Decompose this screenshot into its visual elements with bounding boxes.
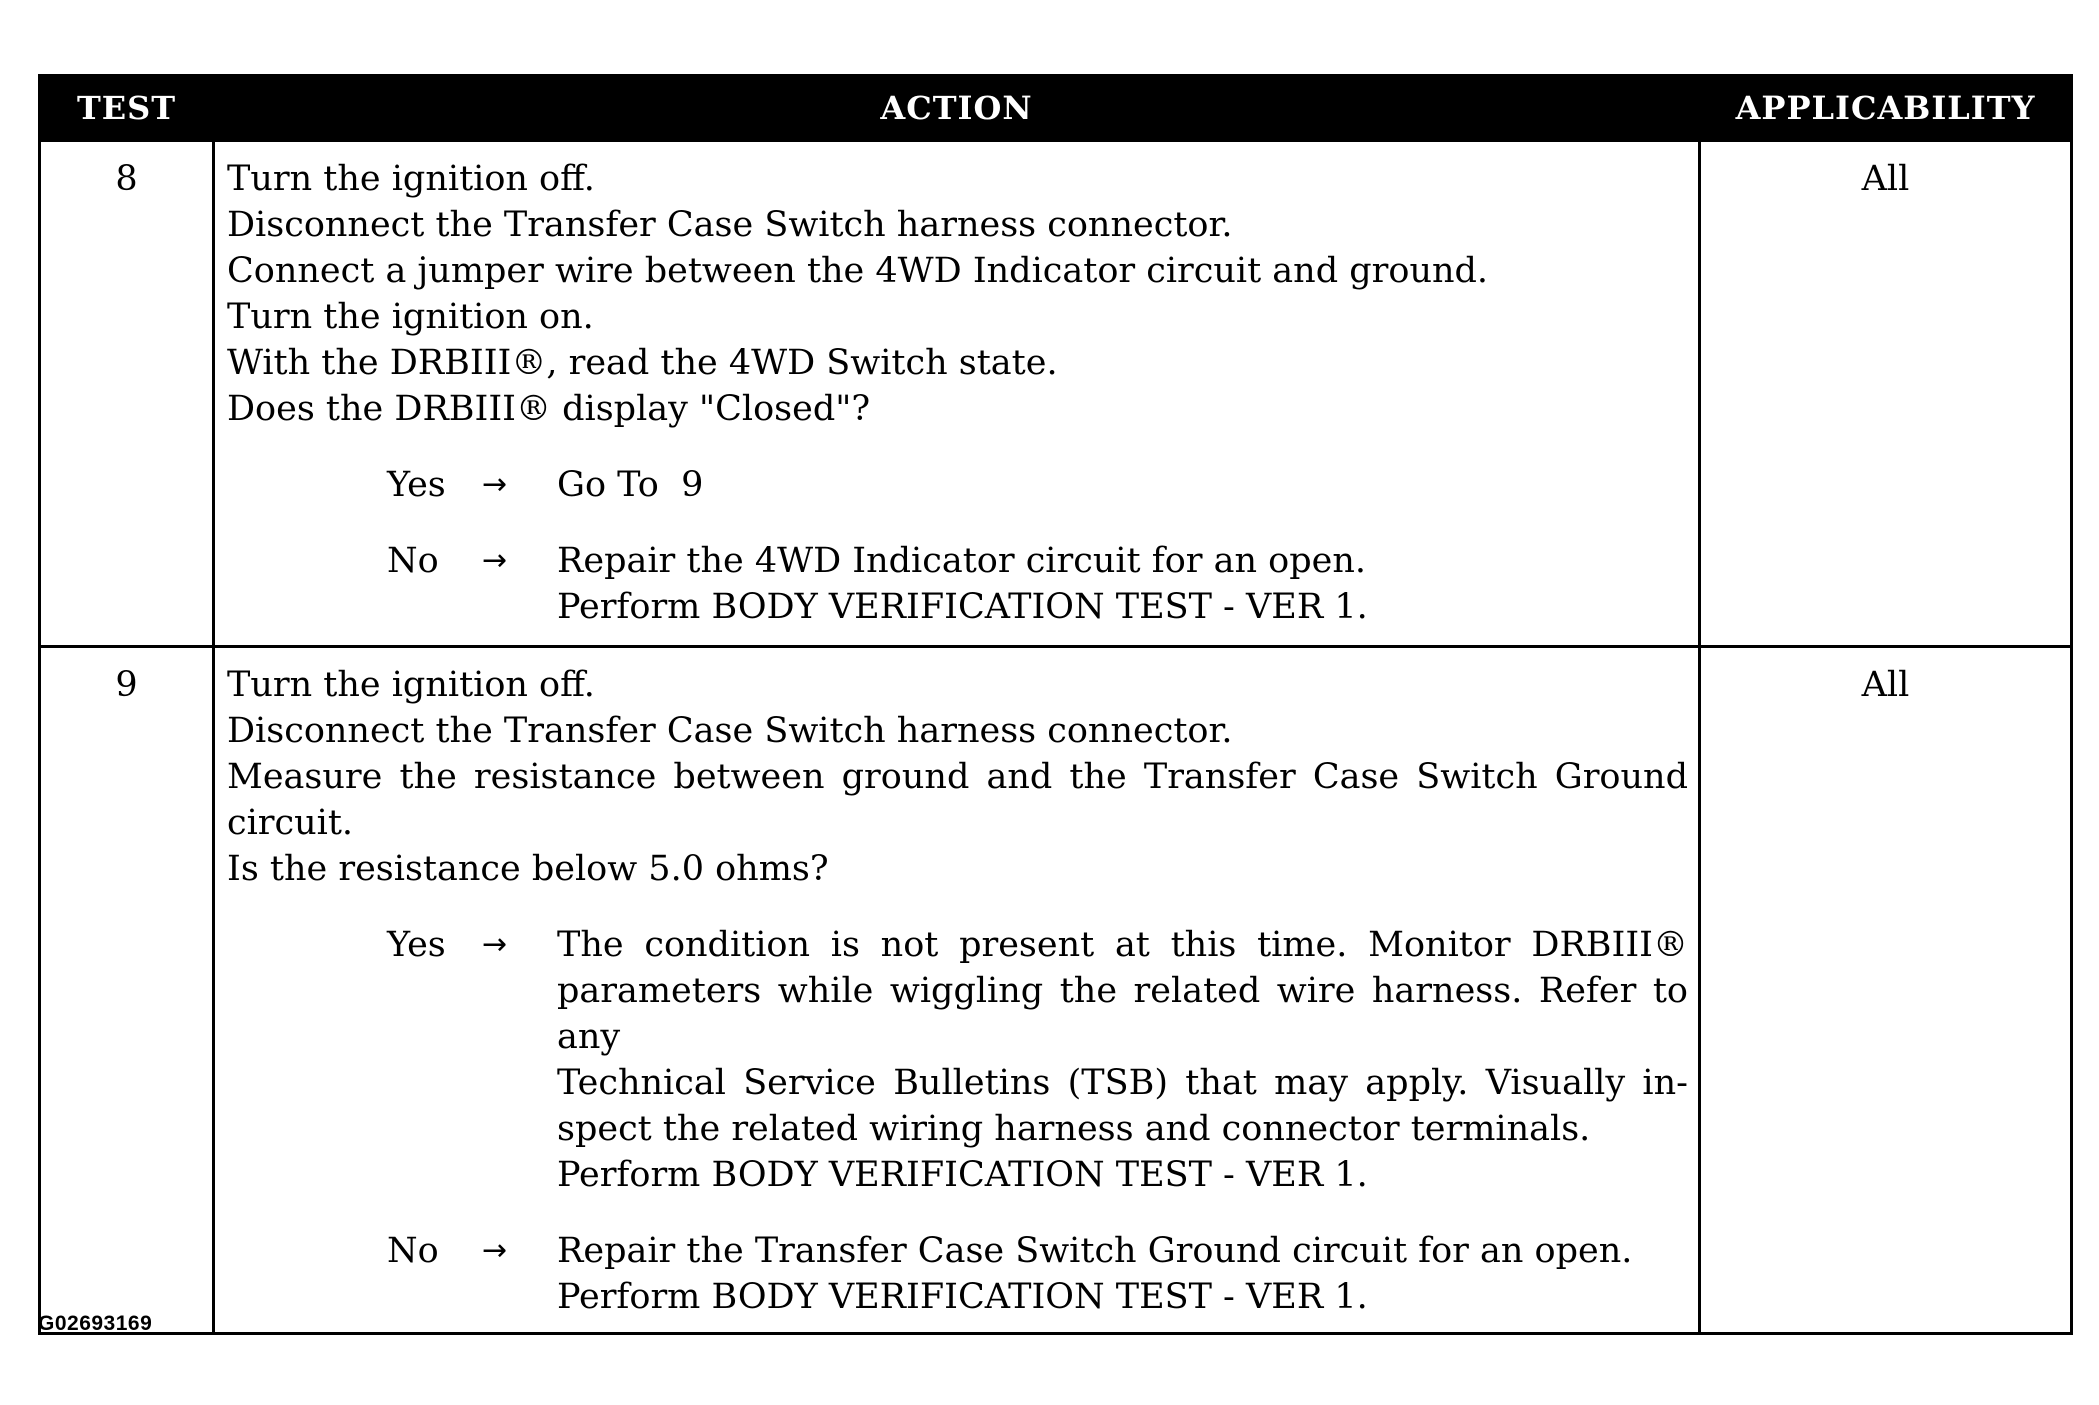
outcome-line: Perform BODY VERIFICATION TEST - VER 1. [557, 1277, 1368, 1317]
step-line: Connect a jumper wire between the 4WD Indicator circuit and ground. [227, 251, 1489, 291]
header-action: ACTION [214, 76, 1700, 141]
test-number: 8 [40, 141, 214, 647]
outcome-yes-text [557, 462, 1688, 508]
outcome-no-text [557, 538, 1688, 630]
step-line: With the DRBIII®, read the 4WD Switch state. [227, 343, 1058, 383]
question-line: Is the resistance below 5.0 ohms? [227, 849, 829, 889]
header-test: TEST [40, 76, 214, 141]
step-line: Disconnect the Transfer Case Switch harness connector. [227, 711, 1233, 751]
applicability-value: All [1700, 141, 2072, 647]
outcome-no [227, 1228, 1688, 1320]
outcome-no [227, 538, 1688, 630]
table-header-row [40, 76, 2072, 141]
step-line: Measure the resistance between ground and the Transfer Case Switch Ground circuit. [227, 757, 1688, 843]
right-arrow-icon: → [482, 1233, 508, 1268]
outcome-line: Perform BODY VERIFICATION TEST - VER 1. [557, 587, 1368, 627]
step-line: Disconnect the Transfer Case Switch harness connector. [227, 205, 1233, 245]
question-line: Does the DRBIII® display "Closed"? [227, 389, 871, 429]
figure-code: G02693169 [38, 1312, 153, 1335]
header-applicability: APPLICABILITY [1700, 76, 2072, 141]
outcome-line: Go To 9 [557, 465, 704, 505]
table-row [40, 141, 2072, 647]
step-line: Turn the ignition on. [227, 297, 594, 337]
outcome-yes-label: Yes [387, 925, 446, 965]
outcome-line: Repair the Transfer Case Switch Ground circuit for an open. [557, 1231, 1633, 1271]
outcome-line: The condition is not present at this time. Monitor DRBIII® [557, 925, 1688, 965]
outcome-line: spect the related wiring harness and connector terminals. [557, 1109, 1591, 1149]
outcome-yes [227, 922, 1688, 1198]
outcome-no-label: No [387, 541, 439, 581]
test-number: 9 [40, 647, 214, 1334]
applicability-value: All [1700, 647, 2072, 1334]
outcome-no-label: No [387, 1231, 439, 1271]
right-arrow-icon: → [482, 467, 508, 502]
table-row [40, 647, 2072, 1334]
action-cell [214, 141, 1700, 647]
right-arrow-icon: → [482, 543, 508, 578]
outcome-line: Technical Service Bulletins (TSB) that may apply. Visually in- [557, 1063, 1688, 1103]
outcome-line: Perform BODY VERIFICATION TEST - VER 1. [557, 1155, 1368, 1195]
outcome-line: parameters while wiggling the related wire harness. Refer to any [557, 971, 1688, 1057]
diagnostic-test-table [38, 74, 2073, 1335]
action-cell [214, 647, 1700, 1334]
outcome-line: Repair the 4WD Indicator circuit for an open. [557, 541, 1367, 581]
right-arrow-icon: → [482, 927, 508, 962]
outcome-yes-label: Yes [387, 465, 446, 505]
outcome-yes-text [557, 922, 1688, 1198]
step-line: Turn the ignition off. [227, 159, 595, 199]
step-line: Turn the ignition off. [227, 665, 595, 705]
outcome-no-text [557, 1228, 1688, 1320]
outcome-yes [227, 462, 1688, 508]
